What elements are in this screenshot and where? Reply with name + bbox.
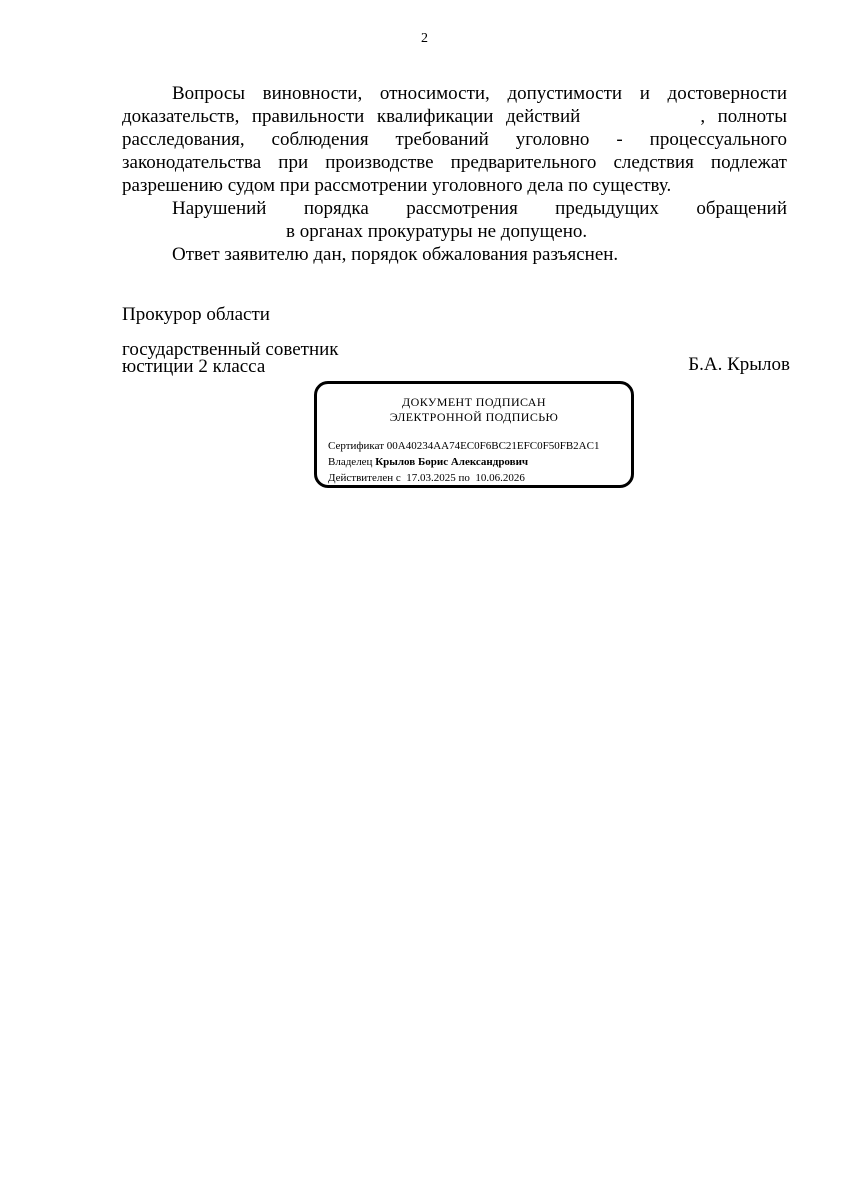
stamp-certificate-label: Сертификат — [328, 440, 384, 452]
page-number: 2 — [421, 31, 428, 46]
stamp-owner — [328, 455, 528, 469]
electronic-signature-stamp — [314, 381, 634, 488]
paragraph-evidence-start: Вопросы виновности, относимости, допустимости и достоверности доказательств, правильности квалификации действий — [122, 83, 787, 127]
stamp-validity — [328, 471, 525, 485]
paragraph-no-violations-line2: в органах прокуратуры не допущено. — [286, 221, 588, 242]
stamp-owner-label: Владелец — [328, 456, 373, 468]
document-body — [122, 82, 787, 266]
stamp-certificate-value: 00A40234AA74EC0F6BC21EFC0F50FB2AC1 — [386, 440, 600, 452]
stamp-header-line1: ДОКУМЕНТ ПОДПИСАН — [402, 395, 546, 409]
stamp-header — [317, 395, 631, 425]
paragraph-answer-given: Ответ заявителю дан, порядок обжалования разъяснен. — [172, 244, 619, 265]
stamp-owner-value: Крылов Борис Александрович — [375, 456, 529, 468]
signer-rank-line1: государственный советник — [122, 339, 339, 360]
stamp-valid-to-label: по — [458, 472, 470, 484]
stamp-valid-to: 10.06.2026 — [475, 472, 525, 484]
signer-rank-line2: юстиции 2 класса — [122, 356, 266, 377]
stamp-valid-from: 17.03.2025 — [406, 472, 456, 484]
signer-position: Прокурор области — [122, 304, 270, 325]
paragraph-evidence-questions — [122, 82, 787, 197]
stamp-header-line2: ЭЛЕКТРОННОЙ ПОДПИСЬЮ — [389, 410, 559, 424]
paragraph-no-violations — [122, 197, 787, 243]
stamp-certificate — [328, 439, 599, 453]
signer-name: Б.А. Крылов — [688, 354, 790, 375]
paragraph-no-violations-line1: Нарушений порядка рассмотрения предыдущих обращений — [172, 198, 787, 219]
stamp-valid-label: Действителен с — [328, 472, 401, 484]
paragraph-evidence-end: , полноты расследования, соблюдения требований уголовно - процессуального законодательства при производстве предварительного следствия подлежат разрешению судом при рассмотрении уголовного дела по существу. — [122, 106, 788, 196]
